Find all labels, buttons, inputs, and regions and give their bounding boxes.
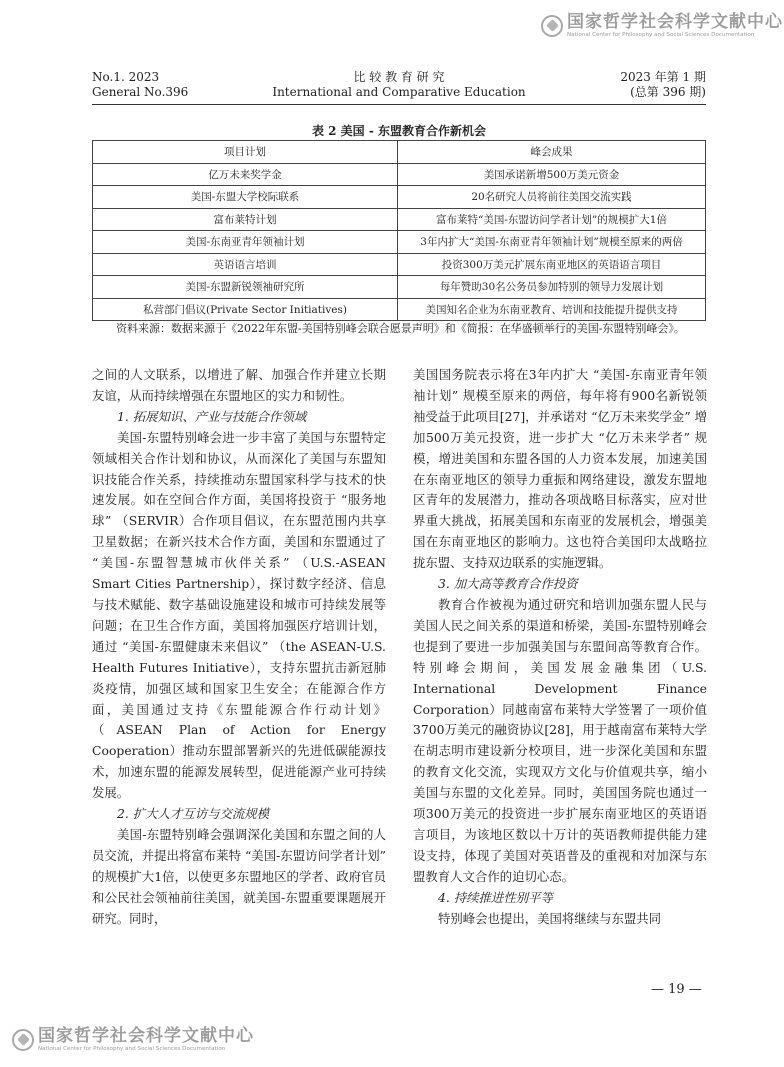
section-heading: 2. 扩大人才互访与交流规模 xyxy=(117,806,270,822)
body-paragraph: 之间的人文联系，以增进了解、加强合作并建立长期友谊，从而持续增强在东盟地区的实力和韧性。 xyxy=(92,367,386,403)
table-source-note: 资料来源：数据来源于《2022年东盟-美国特别峰会联合愿景声明》和《简报：在华盛顿举行的美国-东盟特别峰会》。 xyxy=(116,322,685,335)
section-heading: 4. 持续推进性别平等 xyxy=(438,889,553,905)
table-cell: 投资300万美元扩展东南亚地区的英语语言项目 xyxy=(398,253,706,276)
journal-title xyxy=(92,70,706,100)
table-cell: 亿万未来奖学金 xyxy=(93,163,398,186)
section-heading: 3. 加大高等教育合作投资 xyxy=(438,576,578,592)
table-row xyxy=(93,231,706,254)
watermark-text-en: National Center for Philosophy and Social Sciences Documentation xyxy=(38,1046,226,1052)
table-cell: 美国承诺新增500万美元资金 xyxy=(398,163,706,186)
issue-number: No.1. 2023 xyxy=(92,70,160,84)
journal-title-cn: 比 较 教 育 研 究 xyxy=(353,70,445,84)
table-header-cell: 峰会成果 xyxy=(398,141,706,164)
table-header-row xyxy=(93,141,706,164)
journal-title-en: International and Comparative Education xyxy=(272,85,526,99)
body-paragraph: 美国国务院表示将在3年内扩大 “美国-东南亚青年领袖计划” 规模至原来的两倍，每年将有900名新锐领袖受益于此项目[27]，并承诺对 “亿万未来奖学金” 增加500万美元投资，进一步扩大 “亿万未来学者” 规模，增进美国和东盟各国的人力资本发展，加速美国在东南亚地区的领导力重振和网络建设，激发东盟地区青年的发展潜力，推动各项战略目标落实，应对世界重大挑战，拓展美国和东南亚的发展机会，增强美国在东南亚地区的影响力。这也符合美国印太战略拉拢东盟、支持双边联系的实施逻辑。 xyxy=(413,367,707,571)
table-cell: 美国知名企业为东南亚教育、培训和技能提升提供支持 xyxy=(398,298,706,321)
body-paragraph: 美国-东盟特别峰会进一步丰富了美国与东盟特定领域相关合作计划和协议，从而深化了美国与东盟知识技能合作关系，持续推动东盟国家科学与技术的快速发展。如在空间合作方面，美国将投资于 “服务地球” （SERVIR）合作项目倡议，在东盟范围内共享卫星数据；在新兴技术合作方面，美国和东盟通过了 “美国-东盟智慧城市伙伴关系” （U.S.-ASEAN Smart Cities Partnership），探讨数字经济、信息与技术赋能、数字基础设施建设和城市可持续发展等问题；在卫生合作方面，美国将加强医疗培训计划，通过 “美国-东盟健康未来倡议” （the ASEAN-U.S. Health Futures Initiative），支持东盟抗击新冠肺炎疫情，加强区域和国家卫生安全；在能源合作方面，美国通过支持《东盟能源合作行动计划》（ASEAN Plan of Action for Energy Cooperation）推动东盟部署新兴的先进低碳能源技术，加速东盟的能源发展转型，促进能源产业可持续发展。 xyxy=(92,429,386,801)
table-cell: 富布莱特“美国-东盟访问学者计划”的规模扩大1倍 xyxy=(398,208,706,231)
table-row xyxy=(93,276,706,299)
running-header xyxy=(92,70,706,102)
page-number: — 19 — xyxy=(651,982,702,997)
body-paragraph: 教育合作被视为通过研究和培训加强东盟人民与美国人民之间关系的渠道和桥梁，美国-东盟特别峰会也提到了要进一步加强美国与东盟间高等教育合作。特别峰会期间，美国发展金融集团（U.S. International Development Finance Corporation）同越南富布莱特大学签署了一项价值3700万美元的融资协议[28]，用于越南富布莱特大学在胡志明市建设新分校项目，进一步深化美国和东盟的教育文化交流，实现双方文化与价值观共享，缩小美国与东盟的文化差异。同时，美国国务院也通过一项300万美元的投资进一步扩展东南亚地区的英语语言项目，为该地区数以十万计的英语教师提供能力建设支持，体现了美国对英语普及的重视和对加深与东盟教育人文合作的迫切心态。 xyxy=(413,596,707,884)
issue-total: (总第 396 期) xyxy=(630,85,706,99)
table-cell: 20名研究人员将前往美国交流实践 xyxy=(398,186,706,209)
table-cell: 美国-东盟新锐领袖研究所 xyxy=(93,276,398,299)
table-header-cell: 项目计划 xyxy=(93,141,398,164)
table-row xyxy=(93,298,706,321)
header-right xyxy=(620,70,706,100)
watermark-text-cn: 国家哲学社会科学文献中心 xyxy=(567,12,783,32)
watermark-text-cn: 国家哲学社会科学文献中心 xyxy=(38,1026,254,1046)
table-row xyxy=(93,163,706,186)
issue-year: 2023 年第 1 期 xyxy=(620,70,706,84)
table-cell: 私营部门倡议(Private Sector Initiatives) xyxy=(93,298,398,321)
table-caption: 表 2 美国 - 东盟教育合作新机会 xyxy=(311,124,487,138)
table-row xyxy=(93,186,706,209)
cooperation-table xyxy=(92,140,706,321)
table-cell: 美国-东盟大学校际联系 xyxy=(93,186,398,209)
table-row xyxy=(93,208,706,231)
body-column-left xyxy=(92,365,386,929)
ncpssd-logo-icon xyxy=(541,15,563,37)
body-paragraph: 美国-东盟特别峰会强调深化美国和东盟之间的人员交流，并提出将富布莱特 “美国-东盟访问学者计划” 的规模扩大1倍，以使更多东盟地区的学者、政府官员和公民社会领袖前往美国，就美国-东盟重要课题展开研究。同时， xyxy=(92,826,386,926)
watermark-text-en: National Center for Philosophy and Social Sciences Documentation xyxy=(567,32,755,38)
body-column-right xyxy=(413,365,707,929)
header-rule xyxy=(92,104,706,105)
table-cell: 3年内扩大“美国-东南亚青年领袖计划”规模至原来的两倍 xyxy=(398,231,706,254)
table-cell: 每年赞助30名公务员参加特别的领导力发展计划 xyxy=(398,276,706,299)
table-row xyxy=(93,253,706,276)
table-cell: 美国-东南亚青年领袖计划 xyxy=(93,231,398,254)
body-paragraph: 特别峰会也提出，美国将继续与东盟共同 xyxy=(438,910,662,926)
ncpssd-logo-icon xyxy=(12,1029,34,1051)
table-cell: 富布莱特计划 xyxy=(93,208,398,231)
watermark-bottom xyxy=(12,1026,254,1053)
watermark-top xyxy=(541,12,783,39)
general-number: General No.396 xyxy=(92,85,189,99)
table-cell: 英语语言培训 xyxy=(93,253,398,276)
section-heading: 1. 拓展知识、产业与技能合作领域 xyxy=(117,408,307,424)
